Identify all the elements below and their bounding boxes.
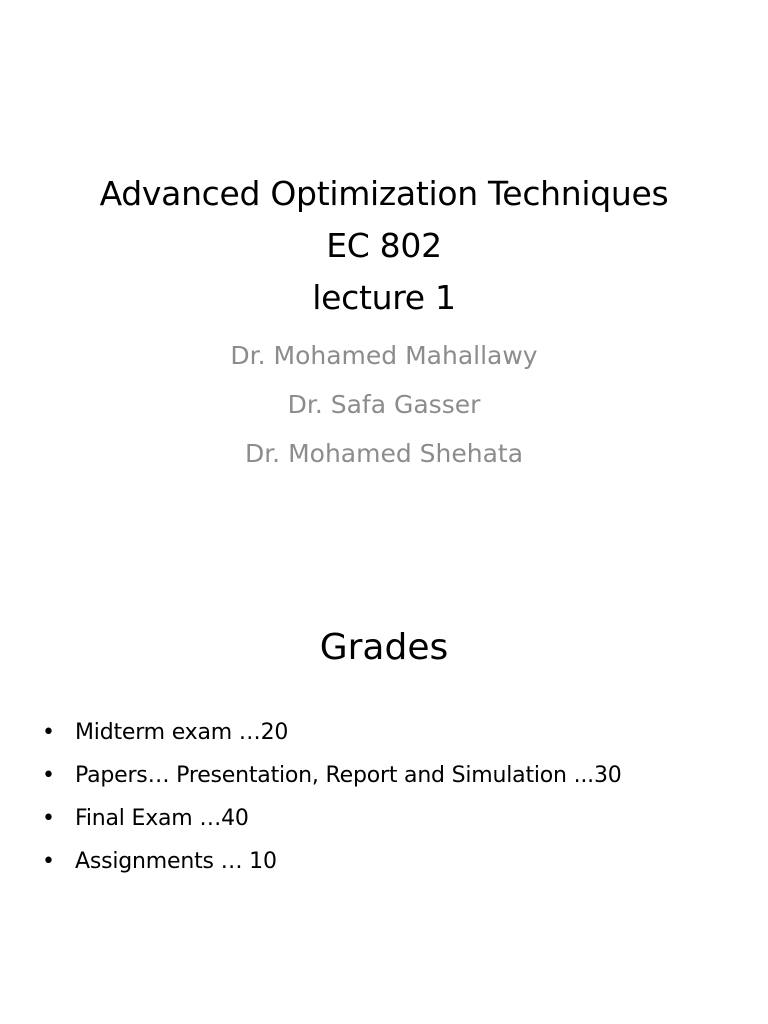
list-item — [42, 754, 622, 797]
list-item-text: Final Exam …40 — [75, 806, 249, 831]
bullet-icon: • — [42, 763, 55, 788]
course-title: Advanced Optimization Techniques — [99, 174, 669, 213]
instructor-list — [0, 331, 768, 478]
list-item-text: Assignments … 10 — [75, 849, 277, 874]
bullet-icon: • — [42, 720, 55, 745]
bullet-icon: • — [42, 849, 55, 874]
grades-title: Grades — [319, 627, 449, 668]
grades-list — [42, 711, 622, 883]
instructor-name: Dr. Mohamed Mahallawy — [230, 341, 538, 370]
title-slide-heading — [0, 168, 768, 324]
instructor-name: Dr. Mohamed Shehata — [244, 439, 524, 468]
list-item — [42, 797, 622, 840]
grades-slide — [0, 560, 768, 1024]
bullet-icon: • — [42, 806, 55, 831]
list-item-text: Papers… Presentation, Report and Simulation ...30 — [75, 763, 622, 788]
list-item — [42, 840, 622, 883]
course-code: EC 802 — [326, 226, 442, 265]
lecture-number: lecture 1 — [312, 278, 456, 317]
instructor-name: Dr. Safa Gasser — [287, 390, 481, 419]
list-item-text: Midterm exam …20 — [75, 720, 289, 745]
list-item — [42, 711, 622, 754]
